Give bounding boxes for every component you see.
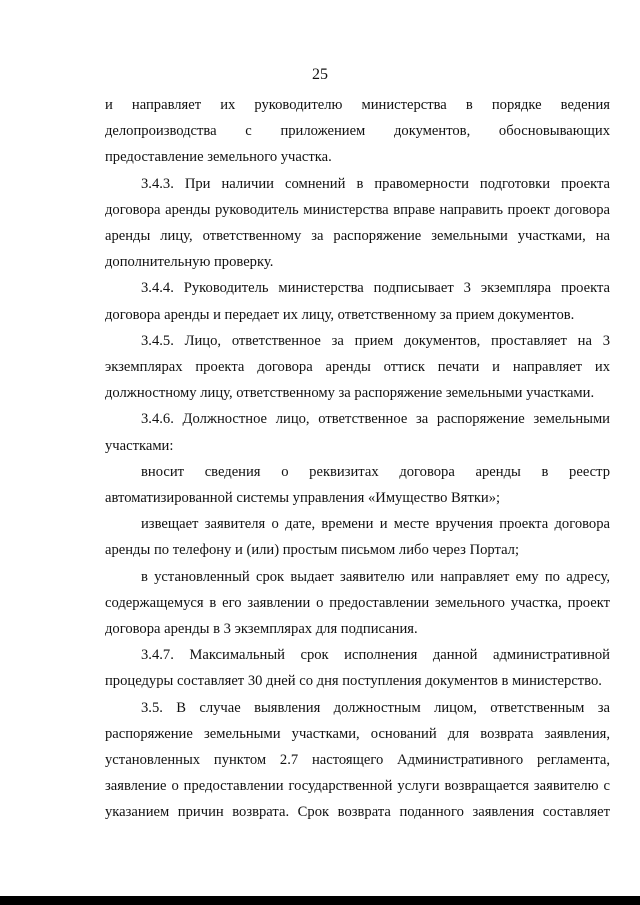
page-number: 25 [312, 66, 328, 83]
paragraph-3-5: 3.5. В случае выявления должностным лицом, ответственным за распоряжение земельными участками, оснований для возврата заявления, установленных пунктом 2.7 настоящего Административного регламента, заявление о предоставлении государственной услуги возвращается заявителю с указанием причин возврата. Срок возврата поданного заявления составляет [105, 699, 610, 821]
paragraph-3-4-7: 3.4.7. Максимальный срок исполнения данной административной процедуры составляет 30 дней со дня поступления документов в министерство. [105, 647, 610, 690]
paragraph-continuation: и направляет их руководителю министерства в порядке ведения делопроизводства с приложением документов, обосновывающих предоставление земельного участка. [105, 97, 610, 166]
paragraph-duty-issue: в установленный срок выдает заявителю или направляет ему по адресу, содержащемуся в его заявлении о предоставлении земельного участка, проект договора аренды в 3 экземплярах для подписания. [105, 568, 610, 638]
paragraph-3-4-5: 3.4.5. Лицо, ответственное за прием документов, проставляет на 3 экземплярах проекта договора аренды оттиск печати и направляет их должностному лицу, ответственному за распоряжение земельными участками. [105, 332, 610, 402]
scan-bottom-edge [0, 896, 640, 905]
paragraph-3-4-4: 3.4.4. Руководитель министерства подписывает 3 экземпляра проекта договора аренды и передает их лицу, ответственному за прием документов. [105, 280, 610, 323]
document-body [105, 92, 610, 826]
paragraph-duty-registry: вносит сведения о реквизитах договора аренды в реестр автоматизированной системы управления «Имущество Вятки»; [105, 463, 610, 507]
paragraph-3-4-6: 3.4.6. Должностное лицо, ответственное за распоряжение земельными участками: [105, 411, 610, 454]
paragraph-3-4-3: 3.4.3. При наличии сомнений в правомерности подготовки проекта договора аренды руководитель министерства вправе направить проект договора аренды лицу, ответственному за распоряжение земельными участками, на дополнительную проверку. [105, 175, 610, 271]
paragraph-duty-notify: извещает заявителя о дате, времени и месте вручения проекта договора аренды по телефону и (или) простым письмом либо через Портал; [105, 516, 610, 559]
